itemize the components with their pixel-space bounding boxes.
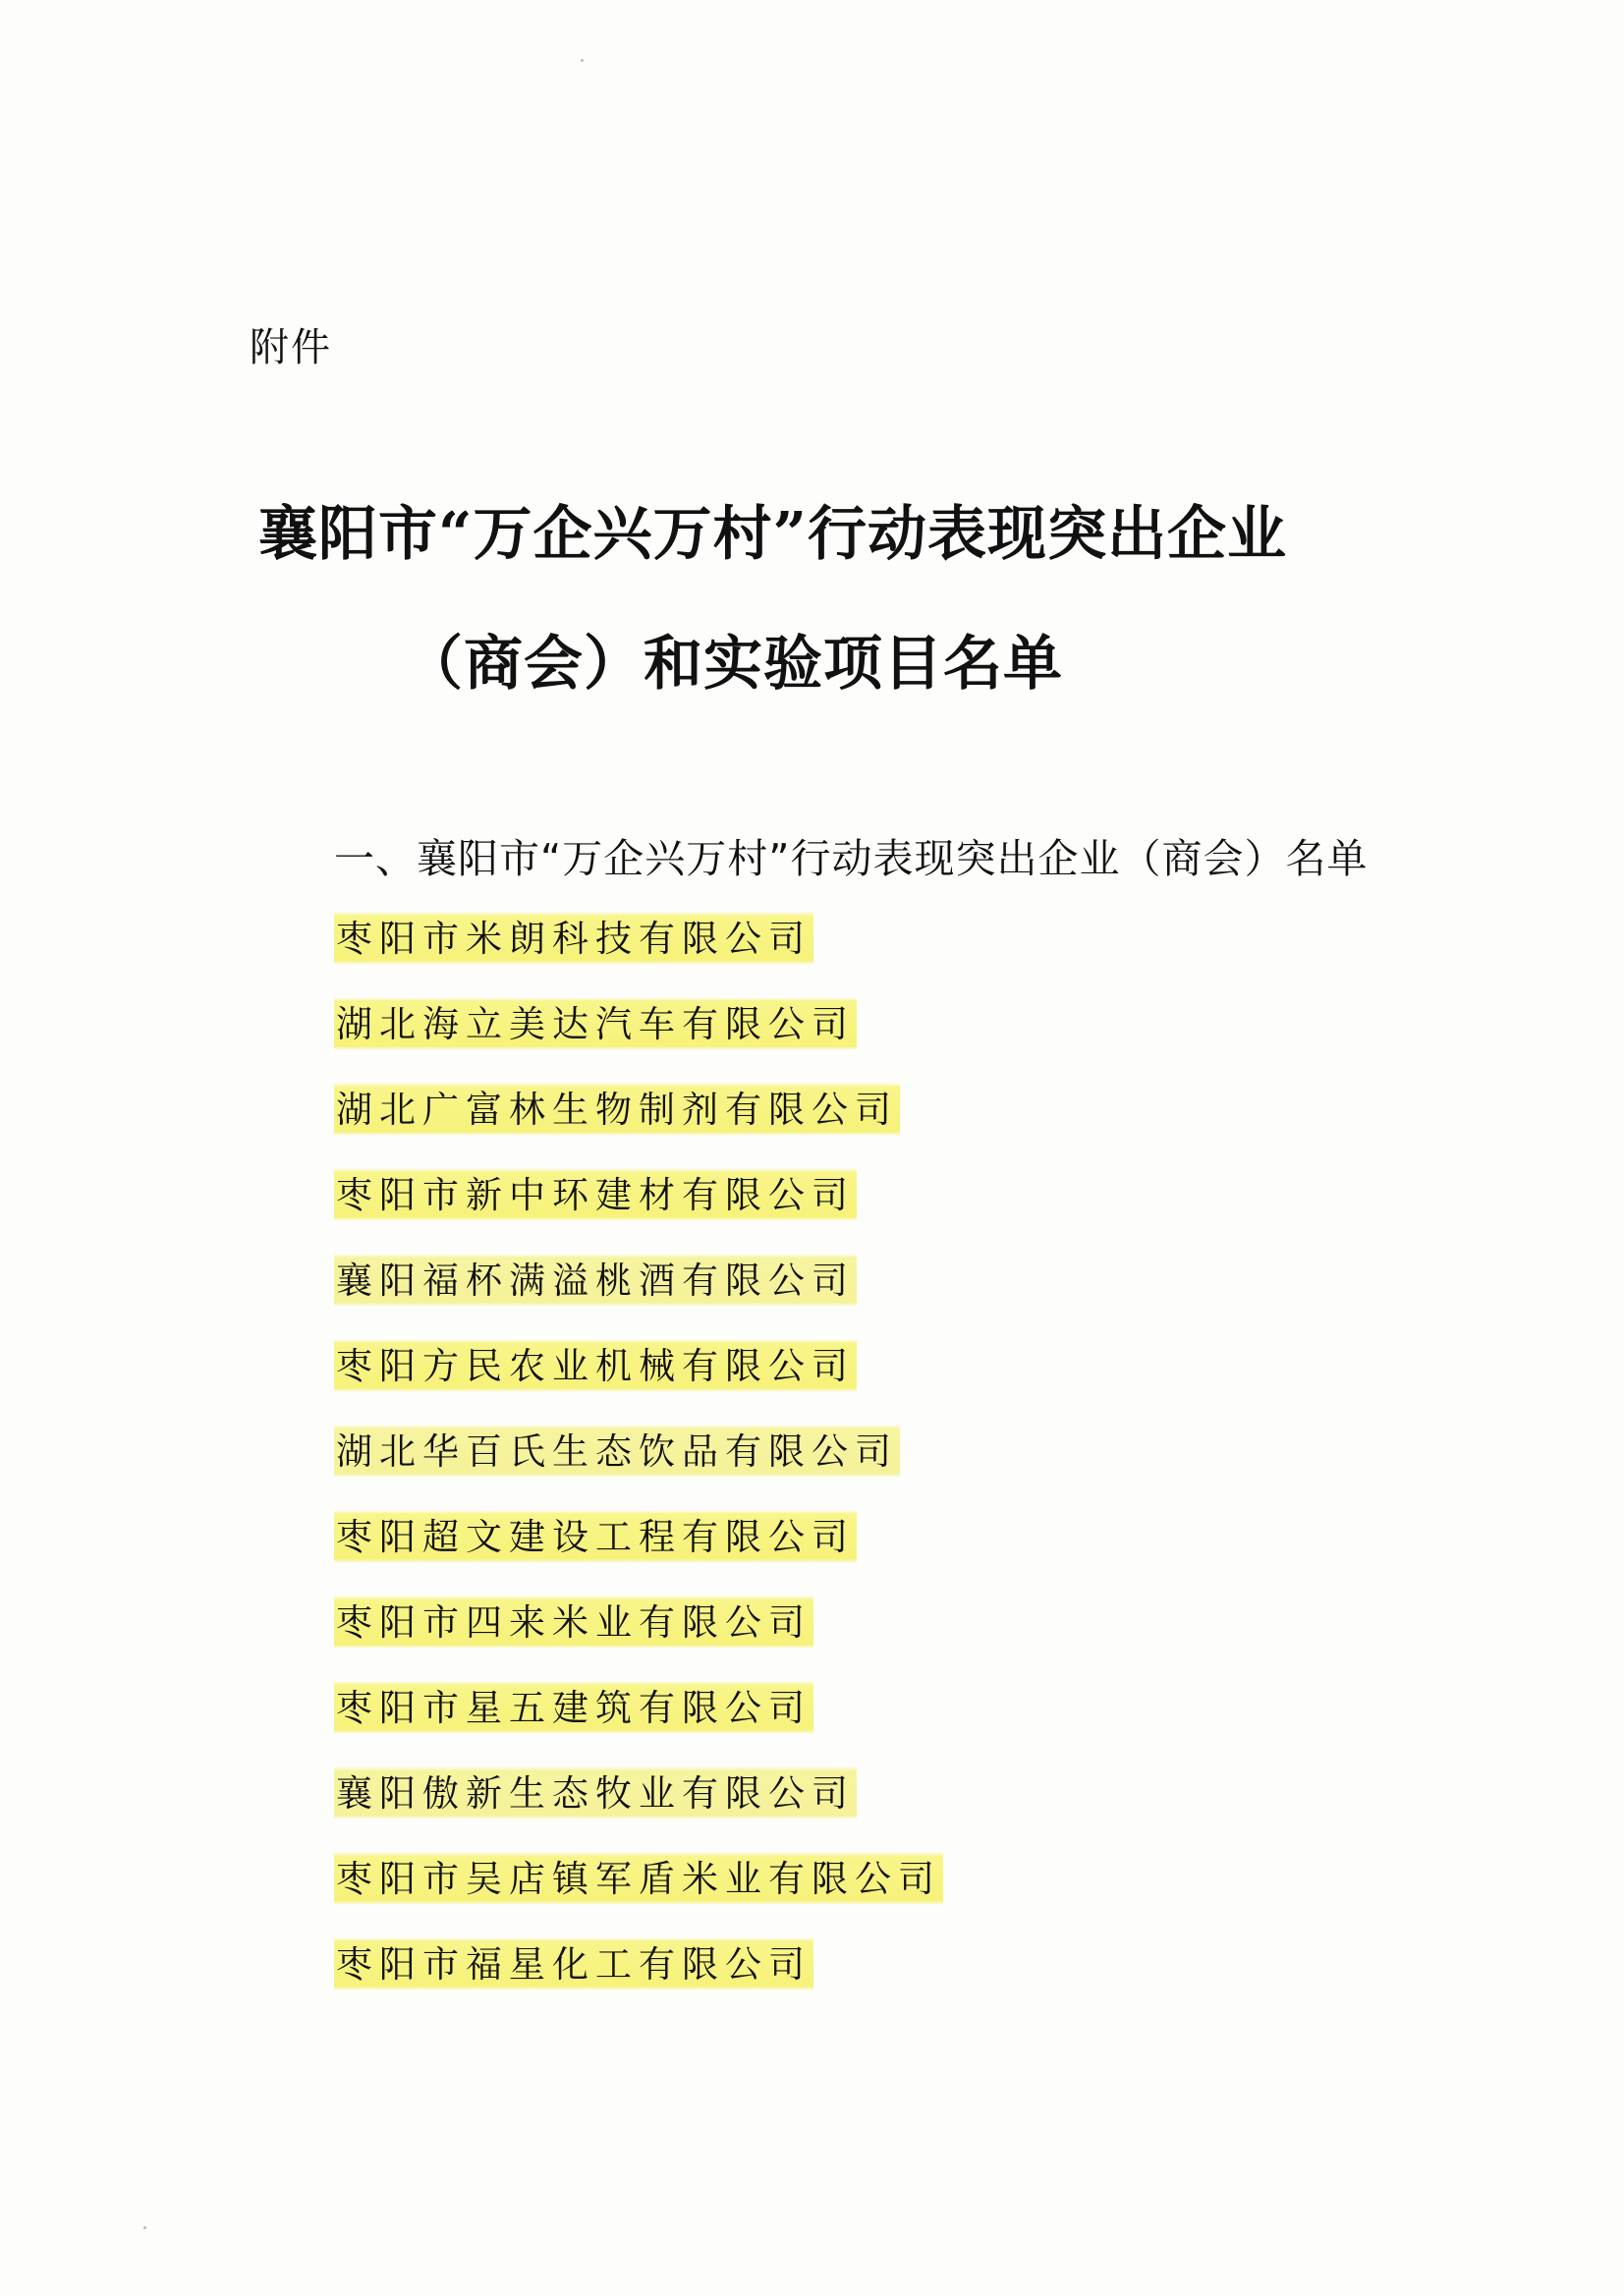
company-name: 枣阳超文建设工程有限公司 bbox=[334, 1510, 857, 1563]
scan-speck bbox=[581, 59, 584, 62]
list-item bbox=[334, 1766, 943, 1852]
company-name: 湖北广富林生物制剂有限公司 bbox=[334, 1083, 900, 1136]
list-item bbox=[334, 1681, 943, 1766]
list-item bbox=[334, 1510, 943, 1596]
list-item bbox=[334, 1596, 943, 1681]
company-name: 枣阳市福星化工有限公司 bbox=[334, 1937, 813, 1990]
company-name: 枣阳市新中环建材有限公司 bbox=[334, 1168, 857, 1221]
list-item bbox=[334, 997, 943, 1083]
company-name: 枣阳市四来米业有限公司 bbox=[334, 1596, 813, 1649]
list-item bbox=[334, 1937, 943, 2023]
company-name: 枣阳市米朗科技有限公司 bbox=[334, 912, 813, 965]
list-item bbox=[334, 1083, 943, 1168]
company-name: 枣阳市吴店镇军盾米业有限公司 bbox=[334, 1852, 943, 1905]
company-name: 襄阳傲新生态牧业有限公司 bbox=[334, 1766, 857, 1820]
scan-speck bbox=[143, 2226, 146, 2229]
list-item bbox=[334, 1852, 943, 1937]
document-title-line-1: 襄阳市“万企兴万村”行动表现突出企业 bbox=[257, 500, 1288, 569]
document-title-line-2: （商会）和实验项目名单 bbox=[404, 630, 1063, 699]
company-name: 枣阳方民农业机械有限公司 bbox=[334, 1339, 857, 1392]
company-name: 湖北华百氏生态饮品有限公司 bbox=[334, 1425, 900, 1478]
company-list bbox=[334, 912, 943, 2023]
list-item bbox=[334, 1168, 943, 1254]
list-item bbox=[334, 1425, 943, 1510]
company-name: 枣阳市星五建筑有限公司 bbox=[334, 1681, 813, 1734]
company-name: 湖北海立美达汽车有限公司 bbox=[334, 997, 857, 1050]
section-one-heading: 一、襄阳市“万企兴万村”行动表现突出企业（商会）名单 bbox=[334, 835, 1369, 882]
company-name: 襄阳福杯满溢桃酒有限公司 bbox=[334, 1254, 857, 1307]
attachment-label: 附件 bbox=[250, 325, 332, 370]
list-item bbox=[334, 1339, 943, 1425]
list-item bbox=[334, 1254, 943, 1339]
list-item bbox=[334, 912, 943, 997]
